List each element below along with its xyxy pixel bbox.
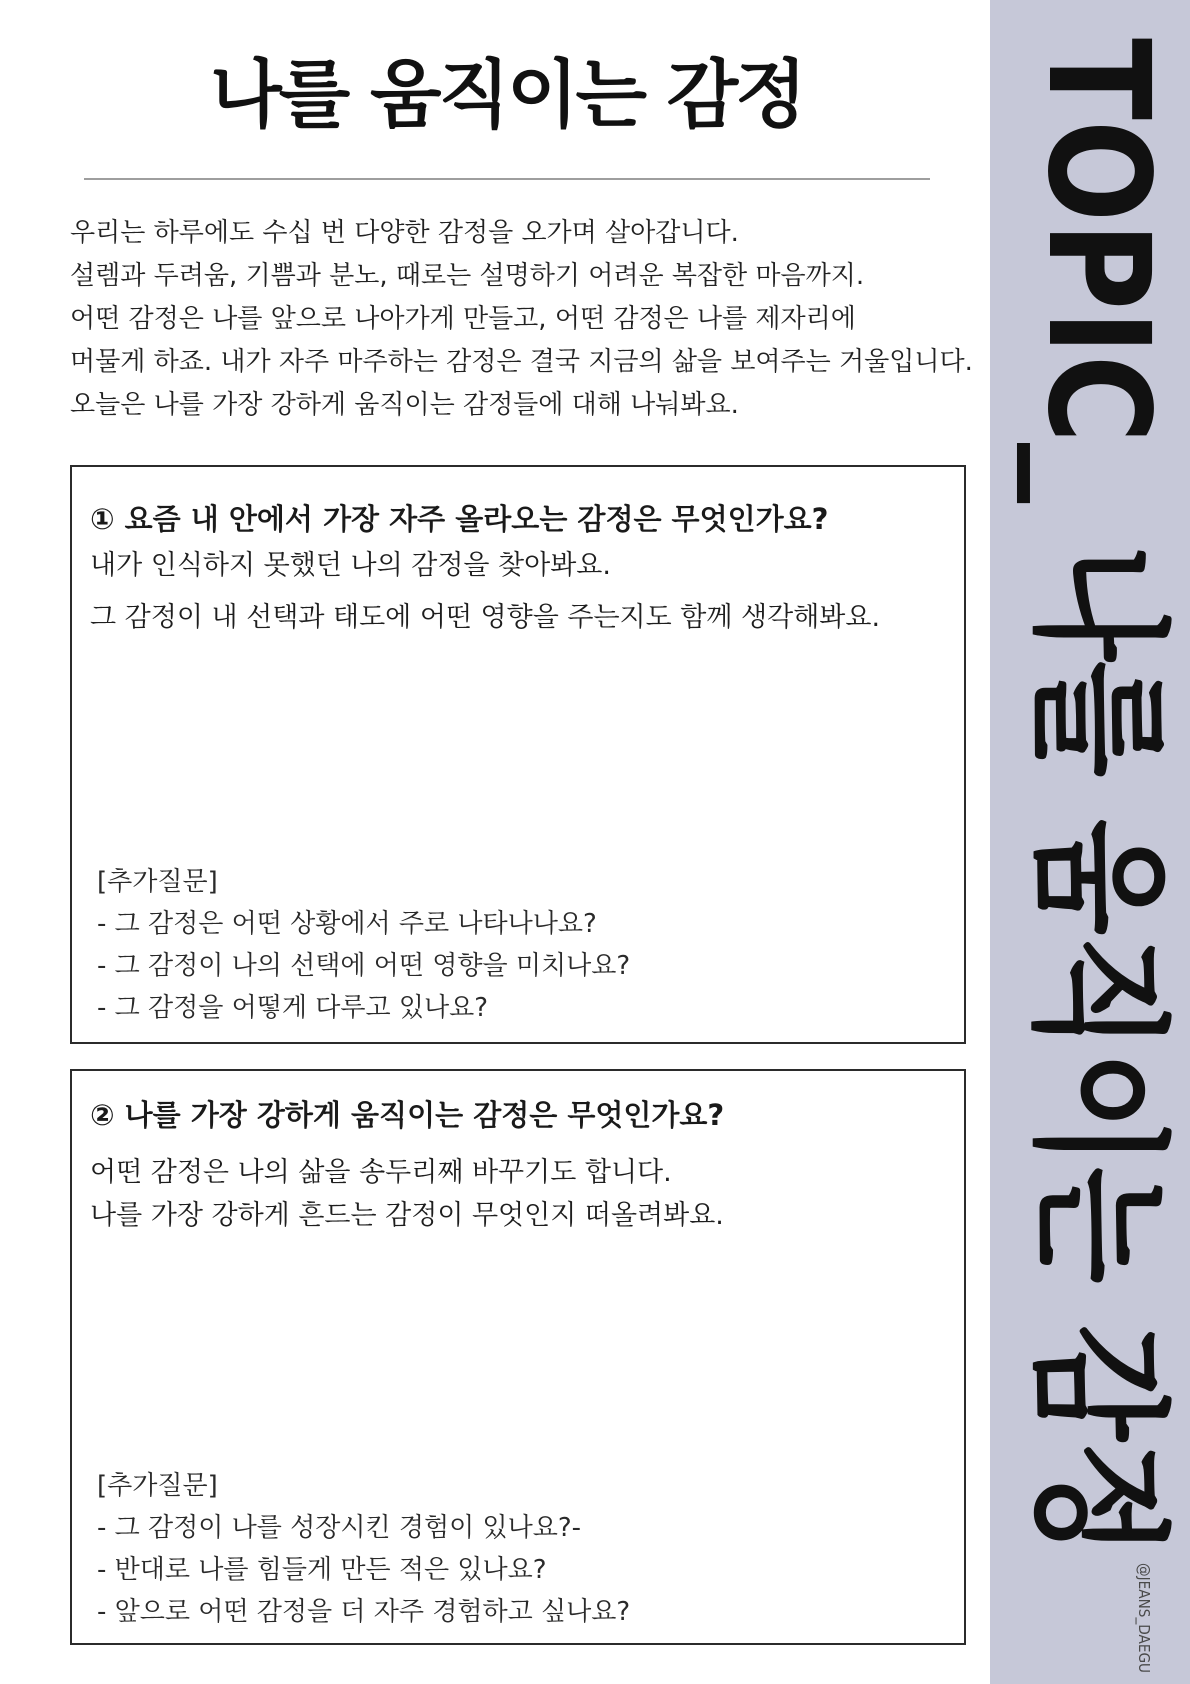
- author-handle: @JEANS_DAEGU: [1135, 1563, 1153, 1674]
- extra-question-item: - 그 감정이 나의 선택에 어떤 영향을 미치나요?: [97, 951, 631, 981]
- question-1-heading: ① 요즘 내 안에서 가장 자주 올라오는 감정은 무엇인가요?: [90, 502, 829, 536]
- page-title: [84, 48, 930, 142]
- topic-sidebar: [990, 0, 1190, 1684]
- intro-paragraph: [70, 212, 973, 427]
- question-2-heading: ② 나를 가장 강하게 움직이는 감정은 무엇인가요?: [90, 1098, 725, 1132]
- extra-question-item: - 앞으로 어떤 감정을 더 자주 경험하고 싶나요?: [97, 1597, 631, 1627]
- question-1-description-line: 그 감정이 내 선택과 태도에 어떤 영향을 주는지도 함께 생각해봐요.: [90, 602, 881, 633]
- question-2-description: [90, 1151, 724, 1237]
- intro-line: 어떤 감정은 나를 앞으로 나아가게 만들고, 어떤 감정은 나를 제자리에: [70, 304, 856, 334]
- extra-question-item: - 그 감정은 어떤 상황에서 주로 나타나나요?: [97, 909, 597, 939]
- question-box-2: [70, 1069, 966, 1645]
- extra-question-item: - 반대로 나를 힘들게 만든 적은 있나요?: [97, 1555, 547, 1585]
- title-divider: [84, 178, 930, 180]
- intro-line: 머물게 하죠. 내가 자주 마주하는 감정은 결국 지금의 삶을 보여주는 거울입니다.: [70, 347, 973, 377]
- question-2-description-line: 어떤 감정은 나의 삶을 송두리째 바꾸기도 합니다.: [90, 1157, 672, 1188]
- extra-question-item: - 그 감정이 나를 성장시킨 경험이 있나요?-: [97, 1513, 582, 1543]
- topic-title-vertical: TOPIC_ 나를 움직이는 감정: [1016, 38, 1179, 1558]
- extra-questions-label: [추가질문]: [97, 1471, 218, 1501]
- question-1-description-line: 내가 인식하지 못했던 나의 감정을 찾아봐요.: [90, 550, 611, 581]
- question-1-extra-questions: [97, 861, 630, 1029]
- question-box-1: [70, 465, 966, 1044]
- extra-questions-label: [추가질문]: [97, 867, 218, 897]
- extra-question-item: - 그 감정을 어떻게 다루고 있나요?: [97, 993, 489, 1023]
- page-title-text: 나를 움직이는 감정: [210, 52, 804, 138]
- intro-line: 우리는 하루에도 수십 번 다양한 감정을 오가며 살아갑니다.: [70, 218, 739, 248]
- answer-space-2: [90, 1261, 946, 1451]
- intro-line: 오늘은 나를 가장 강하게 움직이는 감정들에 대해 나눠봐요.: [70, 390, 739, 420]
- question-2-extra-questions: [97, 1465, 630, 1633]
- question-1-description: [90, 540, 880, 644]
- intro-line: 설렘과 두려움, 기쁨과 분노, 때로는 설명하기 어려운 복잡한 마음까지.: [70, 261, 865, 291]
- answer-space-1: [90, 657, 946, 847]
- question-2-description-line: 나를 가장 강하게 흔드는 감정이 무엇인지 떠올려봐요.: [90, 1200, 724, 1231]
